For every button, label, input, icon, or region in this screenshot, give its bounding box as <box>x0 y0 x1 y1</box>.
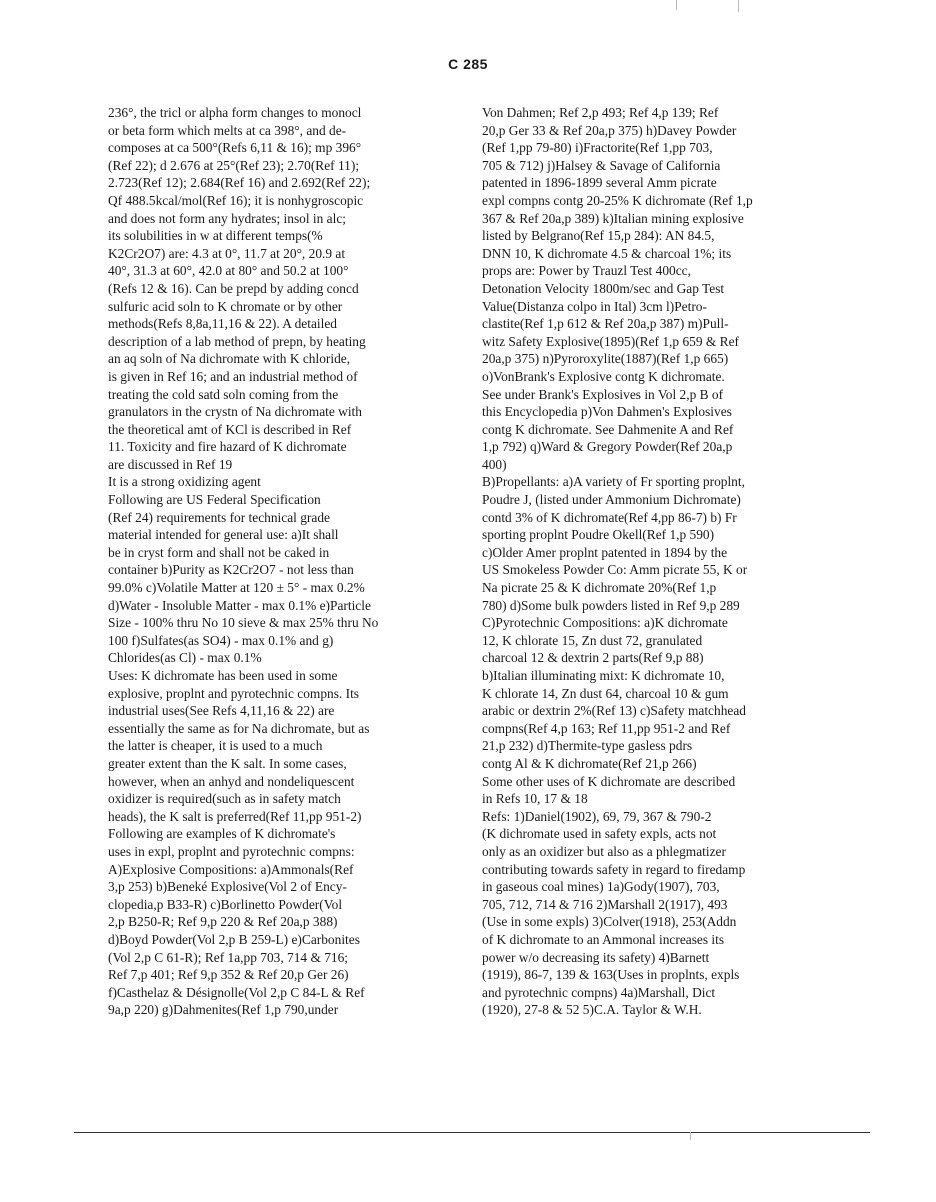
text-line: 40°, 31.3 at 60°, 42.0 at 80° and 50.2 at 100° <box>108 263 349 279</box>
text-line: this Encyclopedia p)Von Dahmen's Explosives <box>482 404 732 420</box>
text-line: uses in expl, proplnt and pyrotechnic compns: <box>108 843 355 859</box>
text-line: (Ref 24) requirements for technical grade <box>108 509 330 525</box>
text-line: 21,p 232) d)Thermite-type gasless pdrs <box>482 738 693 754</box>
text-line: the latter is cheaper, it is used to a much <box>108 738 323 754</box>
text-line: d)Boyd Powder(Vol 2,p B 259-L) e)Carbonites <box>108 931 360 947</box>
scan-mark-bottom <box>690 1132 691 1140</box>
text-line: 11. Toxicity and fire hazard of K dichromate <box>108 439 347 455</box>
text-line: industrial uses(See Refs 4,11,16 & 22) are <box>108 703 335 719</box>
text-line: 236°, the tricl or alpha form changes to monocl <box>108 105 362 120</box>
page-number: C 285 <box>448 56 488 72</box>
text-line: 20a,p 375) n)Pyroroxylite(1887)(Ref 1,p 665) <box>482 351 729 367</box>
text-line: Na picrate 25 & K dichromate 20%(Ref 1,p <box>482 580 717 596</box>
text-line: are discussed in Ref 19 <box>108 456 233 472</box>
text-line: 780) d)Some bulk powders listed in Ref 9,p 289 <box>482 597 740 613</box>
text-line: description of a lab method of prepn, by heating <box>108 333 366 349</box>
left-column <box>108 104 448 1019</box>
text-line: power w/o decreasing its safety) 4)Barnett <box>482 949 710 965</box>
text-line: d)Water - Insoluble Matter - max 0.1% e)Particle <box>108 597 371 613</box>
text-line: and does not form any hydrates; insol in alc; <box>108 210 347 226</box>
text-line: is given in Ref 16; and an industrial method of <box>108 368 358 384</box>
text-line: container b)Purity as K2Cr2O7 - not less than <box>108 562 354 578</box>
text-line: only as an oxidizer but also as a phlegmatizer <box>482 843 726 859</box>
text-line: however, when an anhyd and nondeliquescent <box>108 773 355 789</box>
text-line: b)Italian illuminating mixt: K dichromate 10, <box>482 668 725 683</box>
text-line: (1919), 86-7, 139 & 163(Uses in proplnts, expls <box>482 967 740 983</box>
text-line: c)Older Amer proplnt patented in 1894 by the <box>482 544 728 560</box>
text-line: 12, K chlorate 15, Zn dust 72, granulated <box>482 632 703 648</box>
text-line: contg Al & K dichromate(Ref 21,p 266) <box>482 755 697 771</box>
bottom-rule <box>74 1132 870 1133</box>
text-line: oxidizer is required(such as in safety match <box>108 791 341 807</box>
text-line: A)Explosive Compositions: a)Ammonals(Ref <box>108 861 354 877</box>
text-line: Chlorides(as Cl) - max 0.1% <box>108 650 262 666</box>
text-line: 9a,p 220) g)Dahmenites(Ref 1,p 790,under <box>108 1002 339 1018</box>
text-line: 705 & 712) j)Halsey & Savage of California <box>482 157 721 173</box>
text-line: sulfuric acid soln to K chromate or by other <box>108 298 343 314</box>
text-line: K chlorate 14, Zn dust 64, charcoal 10 & gum <box>482 685 729 701</box>
text-line: compns(Ref 4,p 163; Ref 11,pp 951-2 and Ref <box>482 720 731 736</box>
text-line: Ref 7,p 401; Ref 9,p 352 & Ref 20,p Ger 26) <box>108 967 349 983</box>
text-line: clopedia,p B33-R) c)Borlinetto Powder(Vol <box>108 896 343 912</box>
scan-mark-top-1 <box>676 0 677 10</box>
text-line: granulators in the crystn of Na dichromate with <box>108 404 362 420</box>
text-line: 1,p 792) q)Ward & Gregory Powder(Ref 20a,p <box>482 439 733 455</box>
text-line: contributing towards safety in regard to firedamp <box>482 861 746 877</box>
text-line: (Use in some expls) 3)Colver(1918), 253(Addn <box>482 914 737 930</box>
text-line: (K dichromate used in safety expls, acts not <box>482 826 717 842</box>
text-line: arabic or dextrin 2%(Ref 13) c)Safety matchhead <box>482 703 746 719</box>
text-line: See under Brank's Explosives in Vol 2,p B of <box>482 386 724 402</box>
text-line: B)Propellants: a)A variety of Fr sporting proplnt, <box>482 474 745 490</box>
text-line: (Ref 22); d 2.676 at 25°(Ref 23); 2.70(Ref 11); <box>108 157 360 173</box>
text-line: essentially the same as for Na dichromate, but as <box>108 720 370 736</box>
text-line: Detonation Velocity 1800m/sec and Gap Test <box>482 280 725 296</box>
text-line: Uses: K dichromate has been used in some <box>108 668 338 683</box>
text-line: Following are examples of K dichromate's <box>108 826 336 842</box>
text-line: It is a strong oxidizing agent <box>108 474 261 490</box>
text-line: of K dichromate to an Ammonal increases its <box>482 931 725 947</box>
text-line: and pyrotechnic compns) 4a)Marshall, Dict <box>482 984 716 1000</box>
text-line: (Ref 1,pp 79-80) i)Fractorite(Ref 1,pp 703, <box>482 140 713 156</box>
text-line: material intended for general use: a)It shall <box>108 527 339 543</box>
text-line: greater extent than the K salt. In some cases, <box>108 755 347 771</box>
text-line: Size - 100% thru No 10 sieve & max 25% thru No <box>108 615 379 631</box>
text-line: 400) <box>482 456 507 472</box>
text-line: Some other uses of K dichromate are described <box>482 773 736 789</box>
text-line: Following are US Federal Specification <box>108 492 321 508</box>
text-line: its solubilities in w at different temps(% <box>108 228 323 244</box>
text-line: (Vol 2,p C 61-R); Ref 1a,pp 703, 714 & 716; <box>108 949 349 965</box>
text-line: 20,p Ger 33 & Ref 20a,p 375) h)Davey Powder <box>482 122 737 138</box>
text-line: Value(Distanza colpo in Ital) 3cm l)Petro- <box>482 298 707 314</box>
text-line: be in cryst form and shall not be caked in <box>108 544 330 560</box>
text-line: composes at ca 500°(Refs 6,11 & 16); mp 396° <box>108 140 362 156</box>
text-line: expl compns contg 20-25% K dichromate (Ref 1,p <box>482 192 753 208</box>
text-line: patented in 1896-1899 several Amm picrate <box>482 175 717 191</box>
text-line: sporting proplnt Poudre Okell(Ref 1,p 590) <box>482 527 715 543</box>
text-line: in gaseous coal mines) 1a)Gody(1907), 703, <box>482 879 720 895</box>
text-line: 2.723(Ref 12); 2.684(Ref 16) and 2.692(Ref 22); <box>108 175 371 191</box>
text-line: (Refs 12 & 16). Can be prepd by adding concd <box>108 280 359 296</box>
scan-mark-top-2 <box>738 0 739 12</box>
right-column <box>482 104 822 1019</box>
text-line: explosive, proplnt and pyrotechnic compns. Its <box>108 685 360 701</box>
text-line: f)Casthelaz & Désignolle(Vol 2,p C 84-L & Ref <box>108 984 365 1000</box>
text-line: Poudre J, (listed under Ammonium Dichromate) <box>482 492 741 508</box>
text-line: contd 3% of K dichromate(Ref 4,pp 86-7) b) Fr <box>482 509 737 525</box>
text-line: 705, 712, 714 & 716 2)Marshall 2(1917), 493 <box>482 896 728 912</box>
text-line: witz Safety Explosive(1895)(Ref 1,p 659 & Ref <box>482 333 739 349</box>
text-line: an aq soln of Na dichromate with K chloride, <box>108 351 351 367</box>
text-line: 367 & Ref 20a,p 389) k)Italian mining explosive <box>482 210 744 226</box>
text-line: K2Cr2O7) are: 4.3 at 0°, 11.7 at 20°, 20.9 at <box>108 245 346 261</box>
text-line: (1920), 27-8 & 52 5)C.A. Taylor & W.H. <box>482 1002 702 1018</box>
text-line: DNN 10, K dichromate 4.5 & charcoal 1%; its <box>482 245 732 261</box>
text-line: treating the cold satd soln coming from the <box>108 386 339 402</box>
text-line: methods(Refs 8,8a,11,16 & 22). A detailed <box>108 316 337 332</box>
text-line: C)Pyrotechnic Compositions: a)K dichromate <box>482 615 728 631</box>
text-line: the theoretical amt of KCl is described in Ref <box>108 421 352 437</box>
text-line: Von Dahmen; Ref 2,p 493; Ref 4,p 139; Ref <box>482 105 719 120</box>
text-line: Qf 488.5kcal/mol(Ref 16); it is nonhygroscopic <box>108 192 364 208</box>
text-line: heads), the K salt is preferred(Ref 11,pp 951-2) <box>108 808 362 824</box>
text-line: 3,p 253) b)Beneké Explosive(Vol 2 of Ency- <box>108 879 347 895</box>
text-line: Refs: 1)Daniel(1902), 69, 79, 367 & 790-2 <box>482 808 712 824</box>
text-line: or beta form which melts at ca 398°, and de- <box>108 122 347 138</box>
text-line: charcoal 12 & dextrin 2 parts(Ref 9,p 88) <box>482 650 704 666</box>
text-line: listed by Belgrano(Ref 15,p 284): AN 84.5, <box>482 228 715 244</box>
text-line: US Smokeless Powder Co: Amm picrate 55, K or <box>482 562 748 578</box>
text-line: props are: Power by Trauzl Test 400cc, <box>482 263 691 279</box>
text-line: clastite(Ref 1,p 612 & Ref 20a,p 387) m)Pull- <box>482 316 729 332</box>
text-line: 100 f)Sulfates(as SO4) - max 0.1% and g) <box>108 632 334 648</box>
text-line: 2,p B250-R; Ref 9,p 220 & Ref 20a,p 388) <box>108 914 338 930</box>
text-line: 99.0% c)Volatile Matter at 120 ± 5° - max 0.2% <box>108 580 365 596</box>
text-line: contg K dichromate. See Dahmenite A and Ref <box>482 421 734 437</box>
text-line: o)VonBrank's Explosive contg K dichromate. <box>482 368 725 384</box>
text-line: in Refs 10, 17 & 18 <box>482 791 588 807</box>
